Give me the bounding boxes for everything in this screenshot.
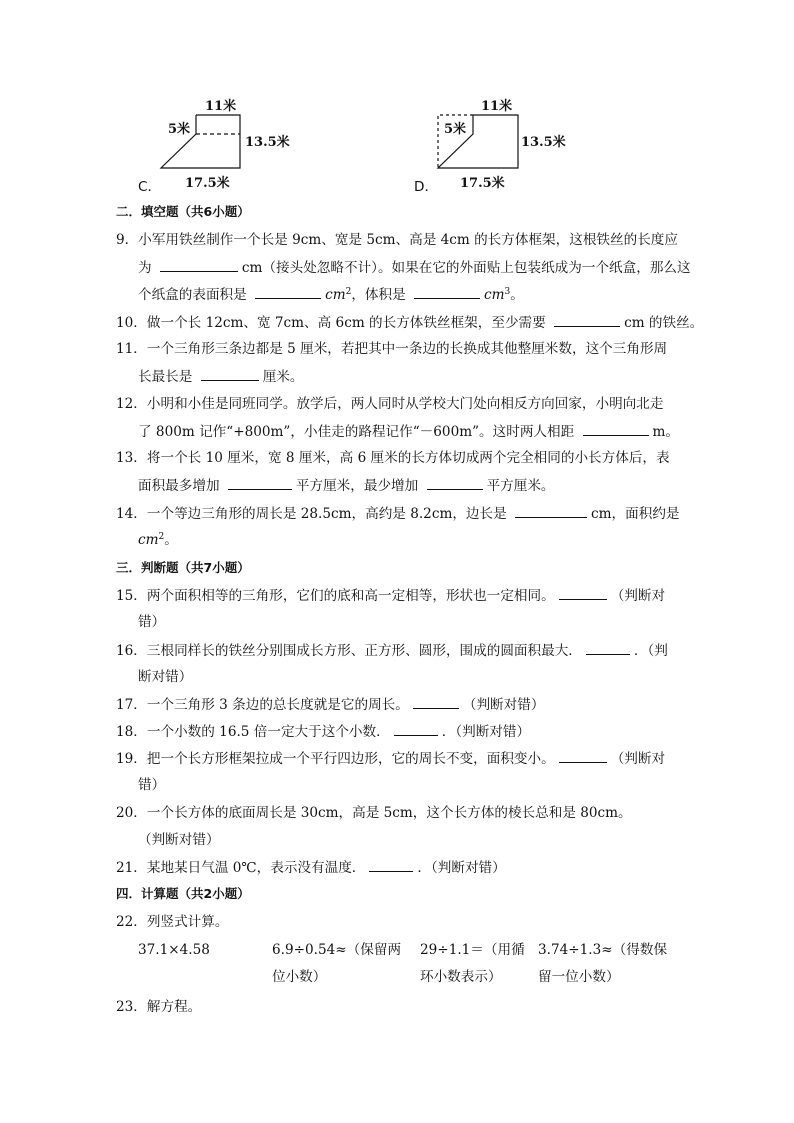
section-judge-heading: 三．判断题（共7小题） — [116, 560, 250, 575]
q19-line2: 错） — [138, 777, 166, 793]
q22-title: 22．列竖式计算。 — [116, 914, 229, 930]
q14-line1: 14．一个等边三角形的周长是 28.5cm，高约是 8.2cm，边长是 cm，面积约是 — [116, 503, 680, 524]
q17-line: 17．一个三角形 3 条边的总长度就是它的周长。 （判断对错） — [116, 694, 544, 715]
q15-blank[interactable] — [559, 585, 607, 600]
q12-line2: 了 800m 记作“+800m”，小佳走的路程记作“－600m”。这时两人相距 m。 — [138, 421, 679, 442]
q18-blank[interactable] — [394, 721, 438, 736]
q17-blank[interactable] — [413, 694, 459, 709]
q21-blank[interactable] — [369, 857, 413, 872]
q18-line: 18．一个小数的 16.5 倍一定大于这个小数． ．（判断对错） — [116, 721, 530, 742]
figure-d-top-label: 11米 — [481, 99, 513, 114]
q13-blank-min[interactable] — [427, 475, 483, 490]
q15-line2: 错） — [138, 614, 166, 630]
q22-expr-3a: 29÷1.1＝（用循 — [420, 942, 525, 958]
q9-line2: 为 cm（接头处忽略不计）。如果在它的外面贴上包装纸成为一个纸盒，那么这 — [138, 257, 691, 278]
q21-line: 21．某地某日气温 0℃，表示没有温度． ．（判断对错） — [116, 857, 506, 878]
figure-c-top-label: 11米 — [205, 99, 237, 114]
q9-line3: 个纸盒的表面积是 $cm^2$，体积是 $cm^3$。 — [138, 284, 524, 305]
q22-expr-1: 37.1×4.58 — [138, 942, 210, 958]
q23-title: 23．解方程。 — [116, 999, 202, 1015]
section-calc-heading: 四．计算题（共2小题） — [116, 886, 250, 901]
q14-blank-side[interactable] — [515, 503, 587, 518]
q9-blank-length[interactable] — [160, 257, 238, 272]
q19-line1: 19．把一个长方形框架拉成一个平行四边形，它的周长不变，面积变小。 （判断对 — [116, 748, 665, 769]
q22-expr-3b: 环小数表示） — [420, 969, 502, 985]
figure-c-height-label: 13.5米 — [245, 135, 290, 150]
q22-expr-4b: 留一位小数） — [538, 969, 620, 985]
q22-expr-2a: 6.9÷0.54≈（保留两 — [272, 942, 402, 958]
figure-d-height-label: 13.5米 — [521, 135, 566, 150]
q10-blank[interactable] — [554, 312, 620, 327]
q12-blank[interactable] — [583, 421, 649, 436]
q13-line1: 13．将一个长 10 厘米，宽 8 厘米，高 6 厘米的长方体切成两个完全相同的小长方体后，表 — [116, 450, 670, 466]
q22-expr-4a: 3.74÷1.3≈（得数保 — [538, 942, 668, 958]
figure-d-side-label: 5米 — [444, 122, 467, 137]
q20-line1: 20．一个长方体的底面周长是 30cm，高是 5cm，这个长方体的棱长总和是 80cm。 — [116, 805, 632, 821]
q11-blank[interactable] — [201, 366, 259, 381]
figure-c-side-label: 5米 — [168, 122, 191, 137]
q9-line1: 9．小军用铁丝制作一个长是 9cm、宽是 5cm、高是 4cm 的长方体框架，这根铁丝的长度应 — [116, 232, 678, 248]
option-d-label: D． — [414, 179, 439, 195]
q12-line1: 12．小明和小佳是同班同学。放学后，两人同时从学校大门处向相反方向回家，小明向北走 — [116, 396, 664, 412]
q9-blank-volume[interactable] — [414, 284, 480, 299]
section-fill-heading: 二．填空题（共6小题） — [116, 204, 250, 219]
q22-expr-2b: 位小数） — [272, 969, 327, 985]
q14-line2: $cm^2$。 — [138, 532, 178, 548]
figure-d-bottom-label: 17.5米 — [460, 176, 505, 191]
q13-line2: 面积最多增加 平方厘米，最少增加 平方厘米。 — [138, 475, 555, 496]
q20-line2: （判断对错） — [138, 832, 220, 848]
q16-line2: 断对错） — [138, 669, 193, 685]
q10-line: 10．做一个长 12cm、宽 7cm、高 6cm 的长方体铁丝框架，至少需要 cm 的铁丝。 — [116, 312, 703, 333]
q16-line1: 16．三根同样长的铁丝分别围成长方形、正方形、圆形，围成的圆面积最大． ．（判 — [116, 640, 668, 661]
q16-blank[interactable] — [586, 640, 630, 655]
figure-c-bottom-label: 17.5米 — [185, 176, 230, 191]
q19-blank[interactable] — [559, 748, 607, 763]
q13-blank-max[interactable] — [228, 475, 292, 490]
q15-line1: 15．两个面积相等的三角形，它们的底和高一定相等，形状也一定相同。 （判断对 — [116, 585, 665, 606]
q9-blank-area[interactable] — [255, 284, 321, 299]
option-c-label: C． — [138, 179, 162, 195]
q11-line1: 11．一个三角形三条边都是 5 厘米，若把其中一条边的长换成其他整厘米数，这个三角形周 — [116, 341, 668, 357]
q11-line2: 长最长是 厘米。 — [138, 366, 303, 387]
